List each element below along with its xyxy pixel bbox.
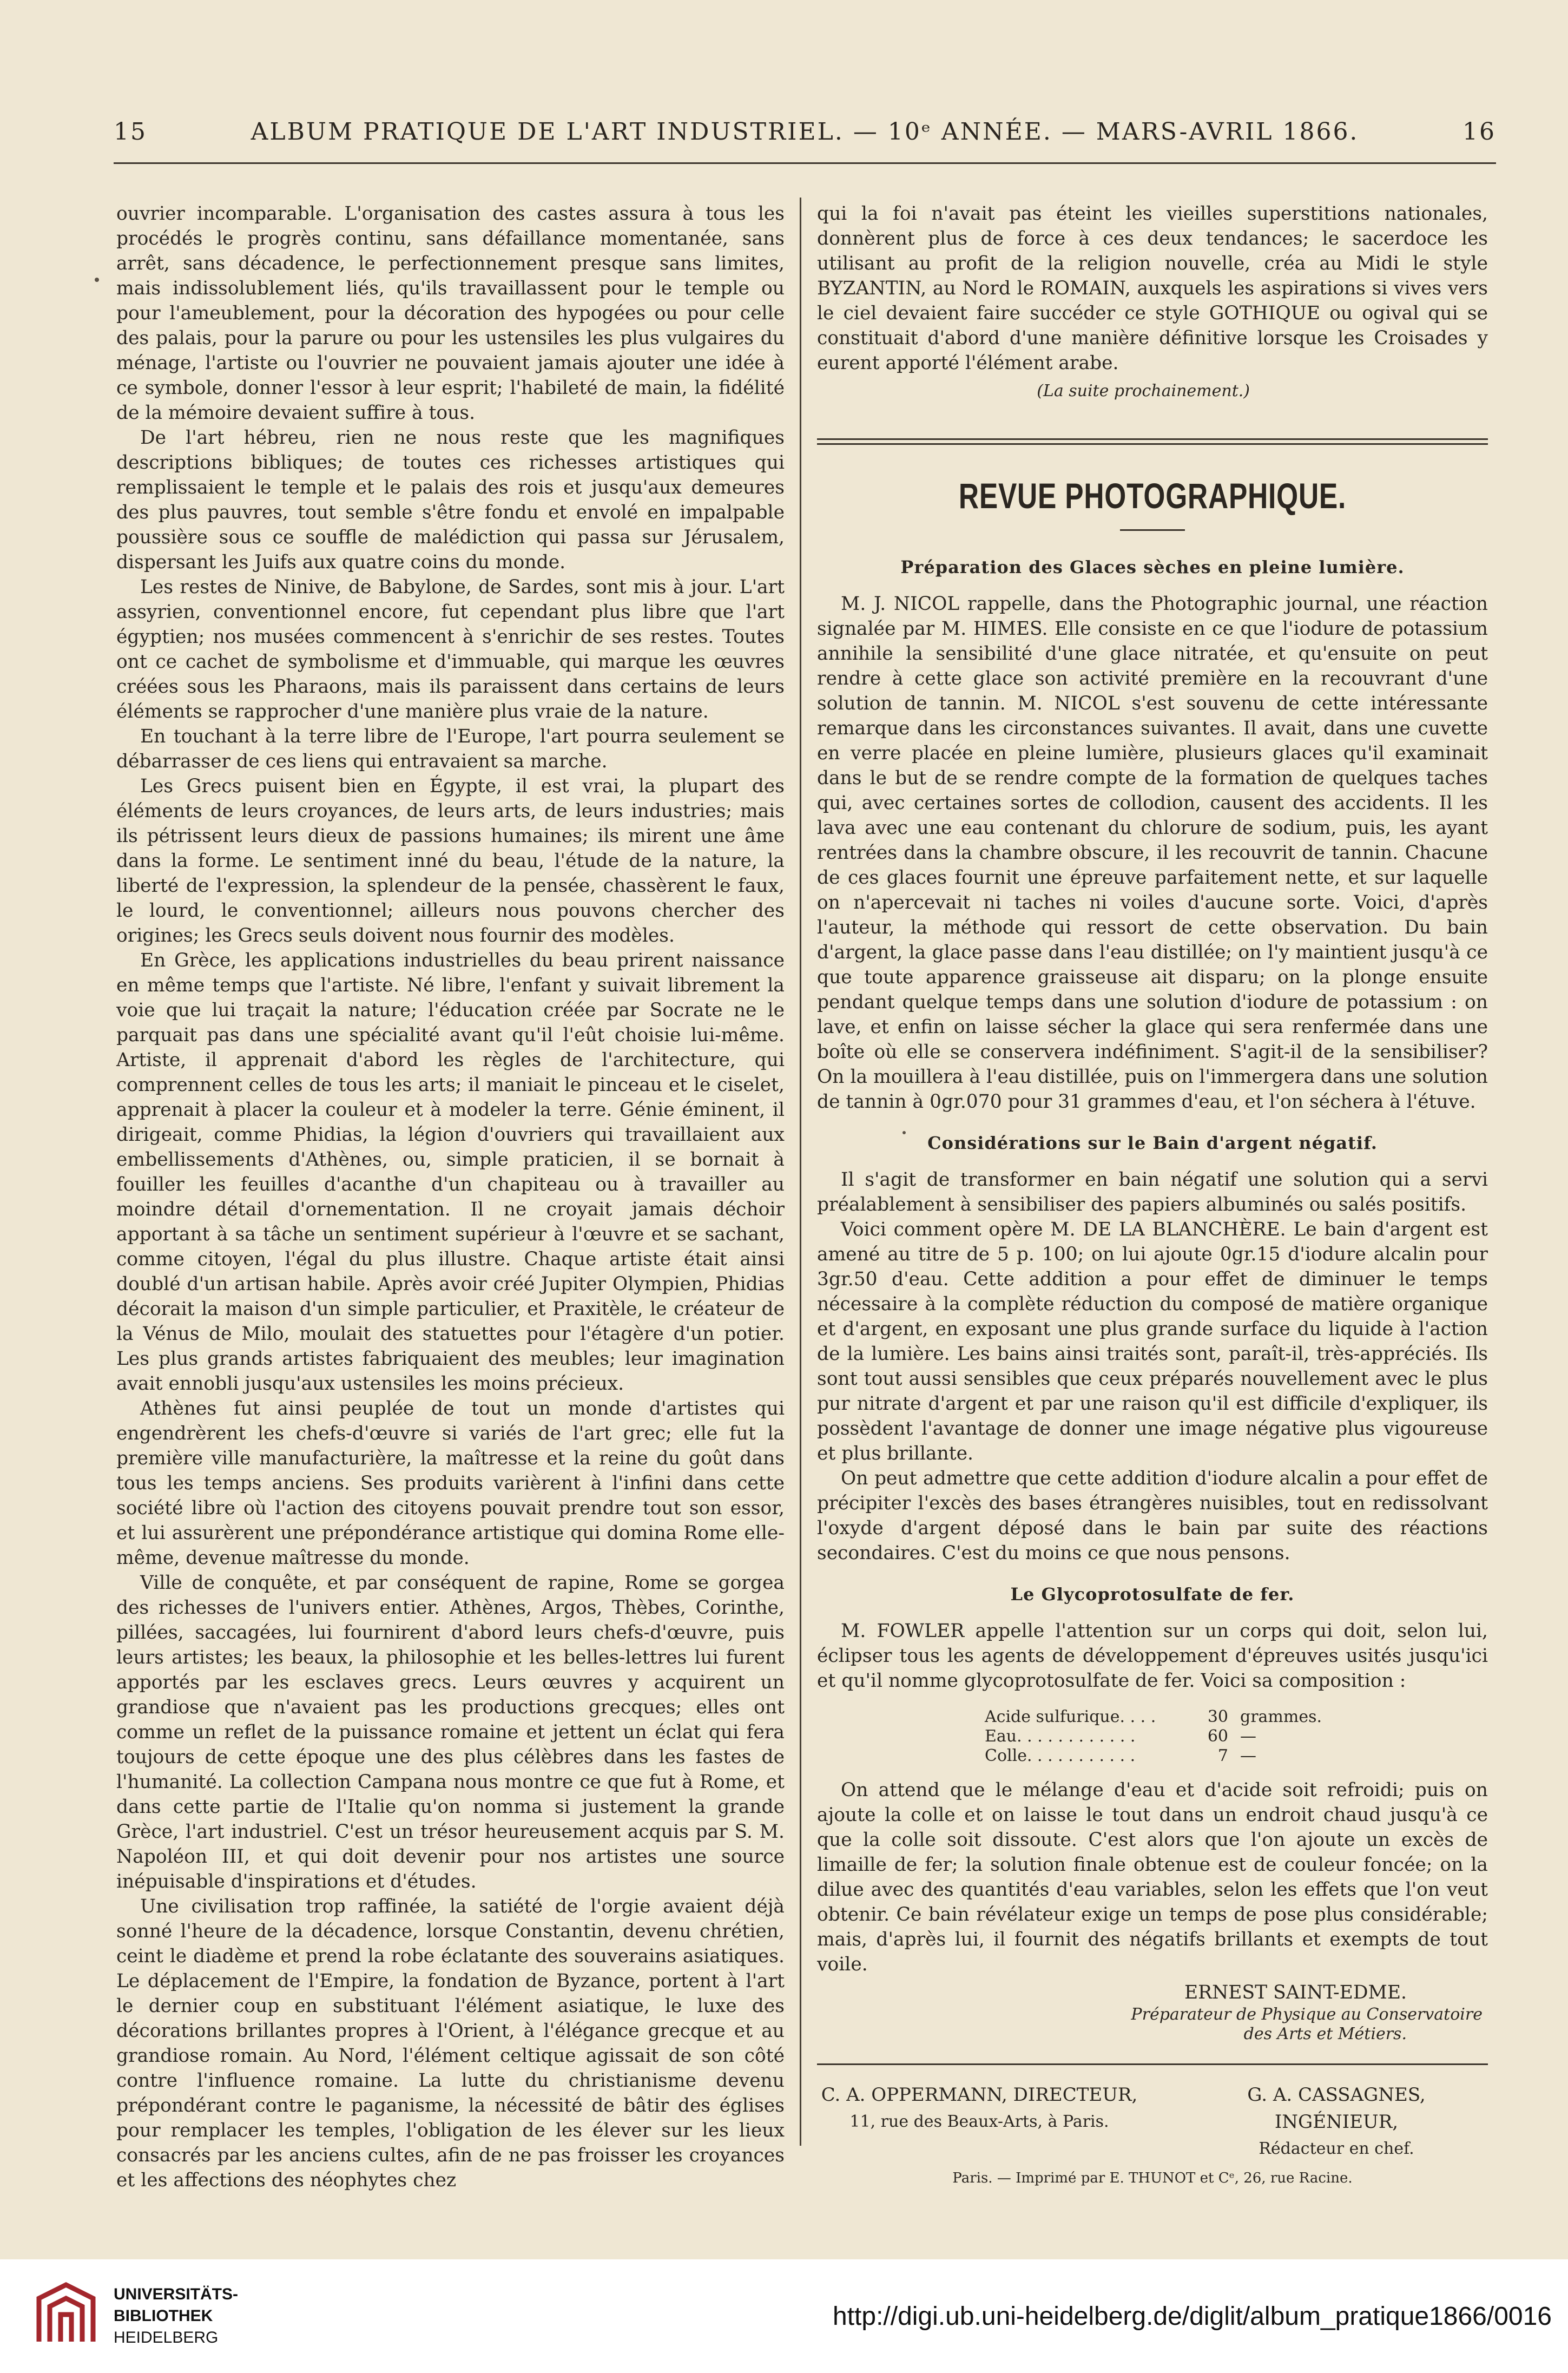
paragraph: En touchant à la terre libre de l'Europe, l'art pourra seulement se débarrasser de ces liens qui entravaient sa marche.: [116, 726, 785, 772]
paragraph: De l'art hébreu, rien ne nous reste que les magnifiques descriptions bibliques; de toutes ces richesses artistiques qui remplissaient le temple et le palais des rois et jusqu'aux demeures des plus pauvres, tout semble s'être fondu et envolé en impalpable poussière sous ce souffle de malédiction qui passa sur Jérusalem, dispersant les Juifs aux quatre coins du monde.: [116, 427, 785, 573]
editor-credit: [1185, 2081, 1488, 2162]
ingredient-unit: grammes.: [1240, 1707, 1322, 1726]
composition-row: [985, 1727, 1488, 1746]
paragraph: Les restes de Ninive, de Babylone, de Sardes, sont mis à jour. L'art assyrien, conventionnel encore, fut cependant plus libre que l'art égyptien; nos musées commencent à s'enrichir de ses restes. Toutes ont ce cachet de symbolisme et d'immuable, qui marque les œuvres créées sous les Pharaons, mais ils paraissent dans certains de leurs éléments se rapprocher d'une manière plus vraie de la nature.: [116, 576, 785, 722]
director-name: C. A. OPPERMANN, DIRECTEUR,: [821, 2084, 1138, 2106]
article-title: Préparation des Glaces sèches en pleine lumière.: [900, 557, 1405, 577]
author-title: [817, 2005, 1488, 2044]
library-footer-bar: [0, 2259, 1568, 2373]
composition-row: [985, 1707, 1488, 1727]
article-title: Considérations sur le Bain d'argent négatif.: [927, 1133, 1378, 1153]
composition-table: [985, 1707, 1488, 1766]
paragraph: Les Grecs puisent bien en Égypte, il est vrai, la plupart des éléments de leurs croyances, de leurs arts, de leurs industries; mais ils pétrissent leurs dieux de passions humaines; ils mirent une âme dans la forme. Le sentiment inné du beau, l'étude de la nature, la liberté de l'expression, la splendeur de la pensée, chassèrent le faux, le lourd, le conventionnel; ailleurs nous pouvons chercher des origines; les Grecs seuls doivent nous fournir des modèles.: [116, 775, 785, 946]
library-name-line: HEIDELBERG: [114, 2329, 219, 2346]
running-header: [114, 118, 1496, 156]
ingredient-unit: —: [1240, 1746, 1256, 1765]
to-be-continued-note: (La suite prochainement.): [1037, 382, 1250, 400]
paragraph: Il s'agit de transformer en bain négatif une solution qui a servi préalablement à sensibiliser des papiers albuminés ou salés positifs.: [817, 1169, 1488, 1215]
printer-imprint: Paris. — Imprimé par E. THUNOT et Cᵉ, 26, rue Racine.: [952, 2170, 1353, 2186]
page-number-left: 15: [114, 118, 147, 146]
paragraph: Une civilisation trop raffinée, la satiété de l'orgie avaient déjà sonné l'heure de la décadence, lorsque Constantin, devenu chrétien, ceint le diadème et prend la robe éclatante des souverains asiatiques. Le déplacement de l'Empire, la fondation de Byzance, portent à l'art le dernier coup en substituant l'élément asiatique, le luxe des décorations brillantes propres à l'Orient, à l'élégance grecque et au grandiose romain. Au Nord, l'élément celtique agissait de son côté contre l'influence romaine. La lutte du christianisme devenu prépondérant contre le paganisme, la nécessité de bâtir des églises pour remplacer les temples, l'obligation de les élever sur les lieux consacrés par les anciens cultes, afin de ne pas froisser les croyances et les affections des néophytes chez: [116, 1896, 785, 2191]
double-rule: [817, 438, 1488, 445]
section-title: REVUE PHOTOGRAPHIQUE.: [958, 476, 1347, 516]
paper-speck: [95, 278, 99, 282]
library-name: [114, 2284, 238, 2349]
library-name-line: BIBLIOTHEK: [114, 2307, 213, 2325]
editor-name: G. A. CASSAGNES, INGÉNIEUR,: [1247, 2084, 1426, 2133]
author-title-line: Préparateur de Physique au Conservatoire: [1131, 2005, 1483, 2024]
column-divider: [800, 198, 801, 2146]
footer-rule: [817, 2063, 1488, 2065]
paragraph: Voici comment opère M. DE LA BLANCHÈRE. Le bain d'argent est amené au titre de 5 p. 100; on lui ajoute 0gr.15 d'iodure alcalin pour 3gr.50 d'eau. Cette addition a pour effet de diminuer le temps nécessaire à la complète réduction du composé de matière organique et d'argent, en exposant une plus grande surface du liquide à l'action de la lumière. Les bains ainsi traités sont, paraît-il, très-appréciés. Ils sont tout aussi sensibles que ceux préparés nouvellement avec le plus pur nitrate d'argent et par une raison qu'il est difficile d'expliquer, ils possèdent l'avantage de donner une image négative plus vigoureuse et plus brillante.: [817, 1219, 1488, 1464]
paragraph: qui la foi n'avait pas éteint les vieilles superstitions nationales, donnèrent plus de force à ces deux tendances; le sacerdoce les utilisant au profit de la religion nouvelle, créa au Midi le style BYZANTIN, au Nord le ROMAIN, auxquels les aspirations si vives vers le ciel devaient faire succéder ce style GOTHIQUE ou ogival qui se constituait d'abord d'une manière définitive lorsque les Croisades y eurent apporté l'élément arabe.: [817, 203, 1488, 374]
short-rule: [1120, 529, 1185, 531]
ingredient-unit: —: [1240, 1727, 1256, 1746]
library-logo-icon: [28, 2277, 104, 2352]
ingredient-quantity: 7: [1217, 1746, 1228, 1765]
paragraph: On attend que le mélange d'eau et d'acide soit refroidi; puis on ajoute la colle et on laisse le tout dans un endroit chaud jusqu'à ce que la colle soit dissoute. C'est alors que l'on ajoute un excès de limaille de fer; la solution finale obtenue est de couleur foncée; on la dilue avec des quantités d'eau variables, selon les effets que l'on veut obtenir. Ce bain révélateur exige un temps de pose plus considérable; mais, d'après lui, il fournit des négatifs brillants et exempts de tout voile.: [817, 1779, 1488, 1975]
source-url-link[interactable]: http://digi.ub.uni-heidelberg.de/diglit/album_pratique1866/0016: [833, 2302, 1552, 2331]
ingredient-quantity: 30: [1207, 1707, 1228, 1726]
paper-speck: [902, 1131, 906, 1134]
article-title: Le Glycoprotosulfate de fer.: [1010, 1584, 1295, 1605]
page-number-right: 16: [1462, 118, 1496, 146]
paragraph: Athènes fut ainsi peuplée de tout un monde d'artistes qui engendrèrent les chefs-d'œuvre si variés de l'art grec; elle fut la première ville manufacturière, la maîtresse et la reine du goût dans tous les temps anciens. Ses produits varièrent à l'infini dans cette société libre où l'action des citoyens pouvait prendre tout son essor, et lui assurèrent une prépondérance artistique qui domina Rome elle-même, devenue maîtresse du monde.: [116, 1398, 785, 1569]
composition-row: [985, 1746, 1488, 1766]
author-signature: ERNEST SAINT-EDME.: [1184, 1982, 1407, 2003]
right-column: [817, 201, 1488, 2191]
paragraph: ouvrier incomparable. L'organisation des castes assura à tous les procédés le progrès continu, sans défaillance momentanée, sans arrêt, sans décadence, le perfectionnement presque sans limites, mais indissolublement liés, qu'ils travaillassent pour le temple ou pour l'ameublement, pour la décoration des hypogées ou pour celle des palais, pour la parure ou pour les ustensiles les plus vulgaires du ménage, l'artiste ou l'ouvrier ne pouvaient jamais ajouter une idée à ce symbole, donner l'essor à leur esprit; l'habileté de main, la fidélité de la mémoire devaient suffire à tous.: [116, 203, 785, 424]
running-title: ALBUM PRATIQUE DE L'ART INDUSTRIEL. — 10ᵉ ANNÉE. — MARS-AVRIL 1866.: [251, 118, 1359, 146]
ingredient-name: Eau. . . . . . . . . . . .: [985, 1727, 1136, 1746]
editorial-credits: [817, 2081, 1488, 2158]
paragraph: En Grèce, les applications industrielles du beau prirent naissance en même temps que l'artiste. Né libre, l'enfant y suivait librement la voie que lui traçait la nature; l'éducation créée par Socrate ne le parquait pas dans une spécialité avant qu'il l'eût choisie lui-même. Artiste, il apprenait d'abord les règles de l'architecture, qui comprennent celles de tous les arts; il maniait le pinceau et le ciselet, apprenait à placer la couleur et à modeler la terre. Génie éminent, il dirigeait, comme Phidias, la légion d'ouvriers qui travaillaient aux embellissements d'Athènes, ou, simple praticien, il se bornait à fouiller les feuilles d'acanthe d'un chapiteau ou à travailler au moindre détail d'ornementation. Il ne croyait jamais déchoir apportant à sa tâche un sentiment supérieur à l'œuvre et se sachant, comme citoyen, l'égal du plus illustre. Chaque artiste était ainsi doublé d'un artisan habile. Après avoir créé Jupiter Olympien, Phidias décorait la maison d'un simple particulier, et Praxitèle, le créateur de la Vénus de Milo, moulait des statuettes pour l'étagère d'un potier. Les plus grands artistes fabriquaient des meubles; leur imagination avait ennobli jusqu'aux ustensiles les moins précieux.: [116, 950, 785, 1395]
author-title-line: des Arts et Métiers.: [1243, 2024, 1407, 2043]
paragraph: M. FOWLER appelle l'attention sur un corps qui doit, selon lui, éclipser tous les agents de développement d'épreuves usités jusqu'ici et qu'il nomme glycoprotosulfate de fer. Voici sa composition :: [817, 1620, 1488, 1692]
header-rule: [114, 162, 1496, 164]
left-column: [116, 201, 785, 2193]
editor-role: Rédacteur en chef.: [1259, 2139, 1414, 2158]
ingredient-name: Colle. . . . . . . . . . .: [985, 1746, 1136, 1765]
director-address: 11, rue des Beaux-Arts, à Paris.: [849, 2112, 1109, 2131]
paragraph: Ville de conquête, et par conséquent de rapine, Rome se gorgea des richesses de l'univers entier. Athènes, Argos, Thèbes, Corinthe, pillées, saccagées, lui fournirent d'abord leurs chefs-d'œuvre, puis leurs artistes; les beaux, la philosophie et les belles-lettres lui furent apportés par les esclaves grecs. Leurs œuvres y acquirent un grandiose que n'avaient pas les productions grecques; elles ont comme un reflet de la puissance romaine et jettent un éclat qui fera toujours de cette époque une des plus célèbres dans les fastes de l'humanité. La collection Campana nous montre ce que fut à Rome, et dans cette partie de l'Italie qu'on nomma si justement la grande Grèce, l'art industriel. C'est un trésor heureusement acquis par S. M. Napoléon III, et qui doit devenir pour nos artistes une source inépuisable d'inspirations et d'études.: [116, 1572, 785, 1892]
ingredient-name: Acide sulfurique. . . .: [985, 1707, 1156, 1726]
director-credit: [817, 2081, 1142, 2135]
paragraph: On peut admettre que cette addition d'iodure alcalin a pour effet de précipiter l'excès des bases étrangères nuisibles, tout en redissolvant l'oxyde d'argent déposé dans le bain par suite des réactions secondaires. C'est du moins ce que nous pensons.: [817, 1468, 1488, 1564]
paragraph: M. J. NICOL rappelle, dans the Photographic journal, une réaction signalée par M. HIMES. Elle consiste en ce que l'iodure de potassium annihile la sensibilité d'une glace nitratée, et qu'ensuite on peut rendre à cette glace son activité première en la recouvrant d'une solution de tannin. M. NICOL s'est souvenu de cette intéressante remarque dans les circonstances suivantes. Il avait, dans une cuvette en verre placée en pleine lumière, plusieurs glaces qu'il examinait dans le but de se rendre compte de la formation de quelques taches qui, avec certaines sortes de collodion, causent des accidents. Il les lava avec une eau contenant du chlorure de sodium, puis, les ayant rentrées dans la chambre obscure, il les recouvrit de tannin. Chacune de ces glaces fournit une épreuve parfaitement nette, et sur laquelle on n'apercevait ni taches ni voiles d'aucune sorte. Voici, d'après l'auteur, la méthode qui ressort de cette observation. Du bain d'argent, la glace passe dans l'eau distillée; on l'y maintient jusqu'à ce que toute apparence graisseuse ait disparu; on la plonge ensuite pendant quelque temps dans une solution d'iodure de potassium : on lave, et enfin on laisse sécher la glace qui sera renfermée dans une boîte où elle se conservera indéfiniment. S'agit-il de la sensibiliser? On la mouillera à l'eau distillée, puis on l'immergera dans une solution de tannin à 0gr.070 pour 31 grammes d'eau, et l'on séchera à l'étuve.: [817, 593, 1488, 1113]
ingredient-quantity: 60: [1207, 1727, 1228, 1746]
library-name-line: UNIVERSITÄTS-: [114, 2285, 239, 2303]
